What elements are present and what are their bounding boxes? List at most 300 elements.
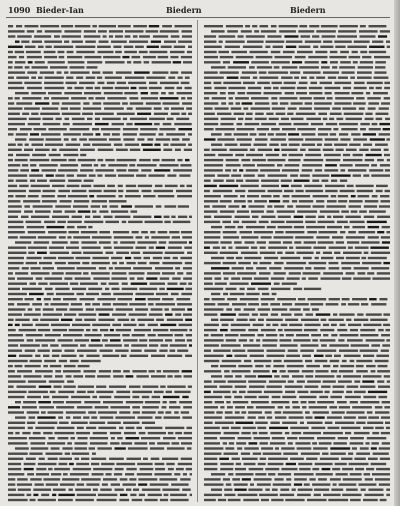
- text-word-mark: [8, 149, 22, 151]
- text-word-mark: [340, 180, 347, 182]
- text-word-mark: [64, 313, 76, 315]
- text-word-mark: [159, 478, 177, 480]
- text-word-mark: [310, 82, 317, 84]
- text-word-mark: [131, 344, 147, 346]
- text-word-mark: [91, 458, 106, 460]
- text-word-mark: [226, 401, 230, 403]
- text-word-mark: [157, 370, 162, 372]
- text-word-mark: [248, 190, 265, 192]
- text-word-mark: [8, 144, 16, 146]
- text-word-mark: [63, 334, 82, 336]
- text-word-mark: [211, 319, 218, 321]
- text-word-mark: [243, 46, 263, 48]
- text-word-mark: [41, 494, 49, 496]
- text-word-mark: [204, 159, 223, 161]
- text-word-mark: [279, 339, 291, 341]
- text-word-mark: [364, 252, 369, 254]
- text-word-mark: [269, 200, 280, 202]
- text-word-mark: [336, 118, 343, 120]
- text-word-mark: [270, 303, 280, 305]
- text-word-mark: [123, 483, 136, 485]
- text-word-mark: [313, 195, 329, 197]
- text-word-mark: [64, 41, 69, 43]
- text-word-mark: [111, 277, 127, 279]
- text-word-mark: [55, 205, 71, 207]
- text-word-mark: [35, 355, 40, 357]
- text-word-mark: [70, 71, 89, 73]
- text-word-mark: [177, 272, 183, 274]
- text-word-mark: [204, 437, 217, 439]
- text-word-mark: [20, 169, 29, 171]
- text-word-mark: [204, 313, 217, 315]
- text-word-mark: [369, 87, 374, 89]
- text-word-mark: [53, 210, 62, 212]
- text-word-mark: [304, 483, 310, 485]
- text-word-mark: [314, 489, 329, 491]
- text-word-mark: [367, 411, 373, 413]
- text-word-mark: [365, 159, 374, 161]
- column-divider: [197, 20, 198, 502]
- text-word-mark: [16, 180, 28, 182]
- text-word-mark: [250, 483, 254, 485]
- text-word-mark: [302, 277, 306, 279]
- text-word-mark: [271, 51, 281, 53]
- text-word-mark: [164, 205, 176, 207]
- text-word-mark: [305, 221, 316, 223]
- text-word-mark: [99, 231, 110, 233]
- text-word-mark: [60, 164, 78, 166]
- text-word-mark: [95, 406, 109, 408]
- text-word-mark: [215, 401, 224, 403]
- text-word-mark: [236, 180, 243, 182]
- text-word-mark: [165, 87, 175, 89]
- text-word-mark: [8, 380, 26, 382]
- text-word-mark: [380, 298, 388, 300]
- text-word-mark: [354, 391, 366, 393]
- text-word-mark: [250, 133, 257, 135]
- text-word-mark: [30, 180, 35, 182]
- text-word-mark: [48, 468, 53, 470]
- text-word-mark: [286, 46, 297, 48]
- text-word-mark: [53, 401, 64, 403]
- text-word-mark: [111, 483, 120, 485]
- text-word-mark: [278, 406, 283, 408]
- text-word-mark: [27, 56, 42, 58]
- text-word-mark: [101, 463, 114, 465]
- text-word-mark: [288, 107, 297, 109]
- text-word-mark: [26, 458, 36, 460]
- text-word-mark: [243, 344, 260, 346]
- text-word-mark: [72, 453, 89, 455]
- text-word-mark: [181, 56, 192, 58]
- text-word-mark: [248, 380, 266, 382]
- text-word-mark: [386, 339, 390, 341]
- text-word-mark: [359, 483, 377, 485]
- text-word-mark: [8, 355, 16, 357]
- text-word-mark: [380, 499, 387, 501]
- text-word-mark: [169, 401, 176, 403]
- text-word-mark: [351, 195, 356, 197]
- text-word-mark: [299, 46, 311, 48]
- text-word-mark: [71, 422, 88, 424]
- text-word-mark: [52, 329, 67, 331]
- text-word-mark: [25, 46, 36, 48]
- text-word-mark: [271, 277, 284, 279]
- text-word-mark: [204, 216, 211, 218]
- text-word-mark: [168, 247, 182, 249]
- text-word-mark: [225, 411, 233, 413]
- text-word-mark: [134, 71, 150, 73]
- text-word-mark: [350, 360, 355, 362]
- text-word-mark: [16, 102, 32, 104]
- text-word-mark: [142, 489, 161, 491]
- text-word-mark: [336, 473, 348, 475]
- text-word-mark: [323, 432, 343, 434]
- text-word-mark: [130, 149, 141, 151]
- text-word-mark: [8, 473, 24, 475]
- text-word-mark: [320, 82, 332, 84]
- text-word-mark: [280, 494, 294, 496]
- text-word-mark: [89, 447, 95, 449]
- text-word-mark: [183, 61, 192, 63]
- text-word-mark: [83, 252, 103, 254]
- text-word-mark: [350, 499, 361, 501]
- text-word-mark: [8, 339, 24, 341]
- text-word-mark: [86, 308, 94, 310]
- text-word-mark: [190, 473, 192, 475]
- text-word-mark: [376, 118, 383, 120]
- text-word-mark: [80, 283, 98, 285]
- text-word-mark: [65, 118, 70, 120]
- text-word-mark: [355, 247, 369, 249]
- text-word-mark: [22, 164, 28, 166]
- text-word-mark: [315, 169, 322, 171]
- text-word-mark: [167, 288, 184, 290]
- text-word-mark: [300, 149, 306, 151]
- text-word-mark: [351, 210, 358, 212]
- text-word-mark: [55, 288, 69, 290]
- text-word-mark: [358, 231, 375, 233]
- text-word-mark: [29, 118, 41, 120]
- text-word-mark: [83, 144, 90, 146]
- text-word-mark: [261, 216, 275, 218]
- text-word-mark: [255, 113, 264, 115]
- text-word-mark: [131, 252, 140, 254]
- text-word-mark: [204, 386, 217, 388]
- text-word-mark: [59, 360, 67, 362]
- text-word-mark: [22, 288, 42, 290]
- text-word-mark: [234, 489, 246, 491]
- text-word-mark: [323, 324, 329, 326]
- text-word-mark: [204, 283, 213, 285]
- text-word-mark: [8, 365, 13, 367]
- text-word-mark: [287, 365, 304, 367]
- text-word-mark: [55, 174, 64, 176]
- text-word-mark: [236, 102, 241, 104]
- text-word-mark: [367, 422, 383, 424]
- text-word-mark: [88, 226, 92, 228]
- text-word-mark: [342, 494, 361, 496]
- text-word-mark: [349, 144, 360, 146]
- text-word-mark: [316, 252, 320, 254]
- text-word-mark: [102, 118, 121, 120]
- text-word-mark: [156, 303, 176, 305]
- text-word-mark: [326, 123, 337, 125]
- text-word-mark: [279, 334, 283, 336]
- text-word-mark: [363, 133, 376, 135]
- text-word-mark: [282, 422, 297, 424]
- text-word-mark: [383, 128, 390, 130]
- text-word-mark: [154, 190, 174, 192]
- text-word-mark: [315, 257, 319, 259]
- text-word-mark: [248, 303, 259, 305]
- text-word-mark: [323, 149, 334, 151]
- text-word-mark: [54, 35, 60, 37]
- text-word-mark: [123, 339, 138, 341]
- text-word-mark: [132, 499, 143, 501]
- text-word-mark: [337, 329, 347, 331]
- text-word-mark: [189, 216, 192, 218]
- text-word-mark: [29, 416, 36, 418]
- text-word-mark: [314, 107, 330, 109]
- text-word-mark: [8, 483, 15, 485]
- text-word-mark: [244, 447, 258, 449]
- text-word-mark: [349, 463, 369, 465]
- text-word-mark: [308, 56, 327, 58]
- text-word-mark: [59, 422, 69, 424]
- text-word-mark: [124, 46, 134, 48]
- text-word-mark: [372, 195, 378, 197]
- text-word-mark: [146, 102, 161, 104]
- text-word-mark: [70, 128, 90, 130]
- text-word-mark: [204, 221, 220, 223]
- text-word-mark: [103, 56, 120, 58]
- text-word-mark: [139, 288, 157, 290]
- text-word-mark: [151, 236, 170, 238]
- text-word-mark: [182, 138, 190, 140]
- text-word-mark: [105, 221, 119, 223]
- text-word-mark: [158, 56, 169, 58]
- text-word-mark: [291, 118, 304, 120]
- text-word-mark: [204, 494, 222, 496]
- text-word-mark: [341, 427, 360, 429]
- text-word-mark: [169, 231, 179, 233]
- text-word-mark: [35, 210, 51, 212]
- text-word-mark: [280, 370, 286, 372]
- text-word-mark: [204, 324, 219, 326]
- text-word-mark: [137, 138, 144, 140]
- text-word-mark: [67, 236, 71, 238]
- text-word-mark: [363, 324, 381, 326]
- text-word-mark: [342, 468, 353, 470]
- text-word-mark: [232, 478, 240, 480]
- text-word-mark: [366, 468, 374, 470]
- text-word-mark: [71, 138, 76, 140]
- text-word-mark: [291, 185, 302, 187]
- text-word-mark: [332, 107, 341, 109]
- text-word-mark: [285, 432, 290, 434]
- text-word-mark: [151, 355, 165, 357]
- text-word-mark: [163, 123, 172, 125]
- right-column-headword: Biedern: [290, 5, 326, 15]
- text-word-mark: [317, 401, 334, 403]
- text-word-mark: [156, 293, 168, 295]
- text-word-mark: [204, 272, 221, 274]
- text-word-mark: [225, 41, 244, 43]
- text-word-mark: [286, 334, 294, 336]
- text-word-mark: [260, 442, 268, 444]
- text-word-mark: [164, 308, 169, 310]
- text-word-mark: [277, 210, 295, 212]
- text-word-mark: [57, 195, 66, 197]
- text-word-mark: [98, 319, 114, 321]
- text-word-mark: [15, 319, 29, 321]
- text-word-mark: [285, 252, 294, 254]
- text-word-mark: [98, 149, 114, 151]
- text-word-mark: [127, 262, 136, 264]
- text-word-mark: [297, 494, 311, 496]
- text-word-mark: [243, 174, 254, 176]
- text-word-mark: [223, 231, 237, 233]
- text-word-mark: [117, 159, 137, 161]
- text-word-mark: [153, 329, 168, 331]
- text-word-mark: [306, 365, 320, 367]
- text-word-mark: [327, 97, 333, 99]
- text-word-mark: [188, 283, 192, 285]
- text-word-mark: [318, 241, 334, 243]
- text-word-mark: [96, 386, 106, 388]
- text-word-mark: [368, 458, 378, 460]
- text-word-mark: [67, 185, 80, 187]
- text-word-mark: [298, 30, 314, 32]
- text-word-mark: [78, 159, 96, 161]
- text-word-mark: [321, 61, 327, 63]
- text-word-mark: [353, 138, 367, 140]
- text-word-mark: [93, 277, 109, 279]
- text-word-mark: [177, 350, 188, 352]
- text-word-mark: [323, 365, 331, 367]
- text-word-mark: [259, 432, 268, 434]
- text-word-mark: [50, 365, 62, 367]
- text-word-mark: [261, 123, 276, 125]
- text-word-mark: [251, 283, 271, 285]
- text-word-mark: [52, 396, 69, 398]
- text-word-mark: [302, 406, 306, 408]
- text-word-mark: [266, 113, 273, 115]
- text-word-mark: [272, 437, 285, 439]
- text-word-mark: [301, 453, 320, 455]
- text-word-mark: [77, 267, 97, 269]
- text-word-mark: [218, 303, 230, 305]
- text-word-mark: [281, 77, 293, 79]
- text-word-mark: [307, 499, 327, 501]
- text-word-mark: [381, 236, 390, 238]
- text-word-mark: [8, 216, 18, 218]
- text-word-mark: [340, 138, 350, 140]
- text-word-mark: [301, 344, 319, 346]
- text-word-mark: [136, 375, 148, 377]
- text-word-mark: [80, 149, 95, 151]
- text-word-mark: [37, 298, 41, 300]
- text-word-mark: [266, 154, 280, 156]
- text-word-mark: [81, 164, 92, 166]
- text-word-mark: [115, 216, 131, 218]
- text-word-mark: [341, 458, 352, 460]
- text-word-mark: [186, 334, 192, 336]
- text-word-mark: [371, 252, 390, 254]
- text-word-mark: [152, 71, 168, 73]
- text-word-mark: [31, 216, 49, 218]
- text-word-mark: [50, 391, 56, 393]
- text-word-mark: [8, 298, 23, 300]
- text-word-mark: [215, 277, 222, 279]
- page-number: 1090: [8, 5, 31, 15]
- text-word-mark: [54, 46, 73, 48]
- text-word-mark: [385, 422, 390, 424]
- text-word-mark: [44, 87, 64, 89]
- text-word-mark: [176, 118, 189, 120]
- text-word-mark: [281, 185, 289, 187]
- text-word-mark: [35, 102, 49, 104]
- text-word-mark: [274, 272, 286, 274]
- text-word-mark: [59, 458, 72, 460]
- text-word-mark: [237, 138, 252, 140]
- text-word-mark: [308, 401, 315, 403]
- text-word-mark: [211, 293, 220, 295]
- text-word-mark: [384, 82, 390, 84]
- text-word-mark: [268, 133, 274, 135]
- text-word-mark: [102, 355, 119, 357]
- text-word-mark: [178, 159, 183, 161]
- text-word-mark: [141, 231, 148, 233]
- text-word-mark: [283, 200, 290, 202]
- text-word-mark: [39, 458, 45, 460]
- text-word-mark: [123, 128, 138, 130]
- text-word-mark: [163, 401, 167, 403]
- text-word-mark: [97, 375, 110, 377]
- text-word-mark: [368, 416, 379, 418]
- text-word-mark: [64, 71, 68, 73]
- text-word-mark: [161, 344, 168, 346]
- text-word-mark: [172, 442, 180, 444]
- text-word-mark: [225, 46, 240, 48]
- text-word-mark: [182, 30, 193, 32]
- text-word-mark: [67, 56, 82, 58]
- text-word-mark: [184, 247, 192, 249]
- text-word-mark: [89, 344, 103, 346]
- text-word-mark: [309, 92, 322, 94]
- text-word-mark: [283, 411, 303, 413]
- text-word-mark: [75, 277, 91, 279]
- text-word-mark: [221, 102, 226, 104]
- text-word-mark: [151, 308, 163, 310]
- text-word-mark: [146, 77, 165, 79]
- text-word-mark: [279, 30, 296, 32]
- text-word-mark: [94, 164, 98, 166]
- text-word-mark: [27, 226, 45, 228]
- text-word-mark: [62, 35, 82, 37]
- text-word-mark: [167, 355, 182, 357]
- text-word-mark: [245, 25, 250, 27]
- text-word-mark: [170, 350, 176, 352]
- text-word-mark: [8, 107, 23, 109]
- text-word-mark: [175, 334, 184, 336]
- text-word-mark: [105, 288, 109, 290]
- text-word-mark: [25, 365, 41, 367]
- text-word-mark: [264, 257, 278, 259]
- text-word-mark: [354, 458, 365, 460]
- text-word-mark: [42, 195, 55, 197]
